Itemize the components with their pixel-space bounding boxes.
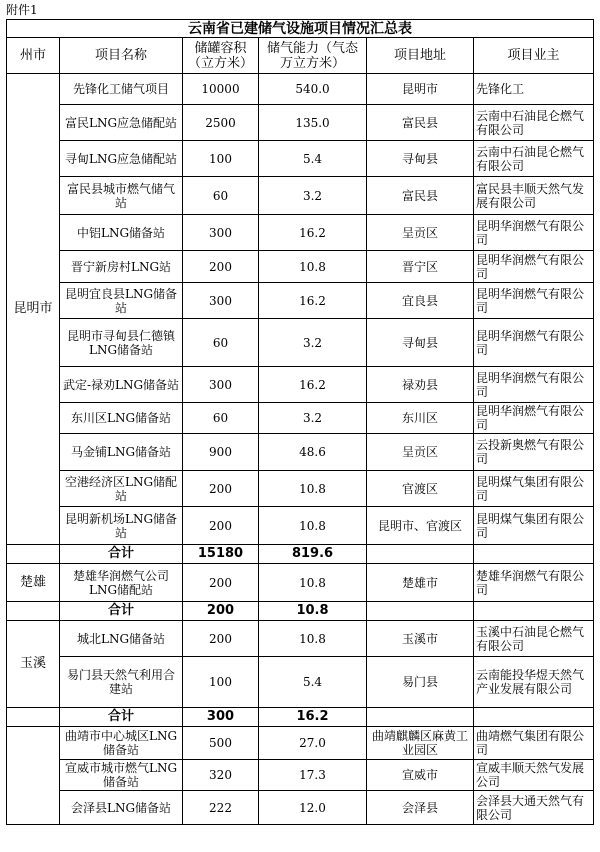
owner-cell: 宣威丰顺天然气发展公司 — [474, 760, 594, 791]
empty-cell — [367, 602, 474, 621]
address-cell: 寻甸县 — [367, 141, 474, 177]
empty-cell — [7, 708, 60, 727]
empty-cell — [7, 602, 60, 621]
empty-cell — [367, 708, 474, 727]
project-name-cell: 武定-禄劝LNG储备站 — [60, 367, 183, 403]
city-cell: 昆明市 — [7, 74, 60, 545]
table-row — [7, 727, 594, 760]
project-name-cell: 曲靖市中心城区LNG储备站 — [60, 727, 183, 760]
address-cell: 昆明市、官渡区 — [367, 507, 474, 545]
empty-cell — [474, 708, 594, 727]
total-label: 合计 — [60, 708, 183, 727]
project-name-cell: 中铝LNG储备站 — [60, 215, 183, 251]
tank-volume-cell: 900 — [183, 434, 259, 471]
tank-volume-cell: 200 — [183, 471, 259, 507]
project-name-cell: 马金铺LNG储备站 — [60, 434, 183, 471]
table-row — [7, 760, 594, 791]
total-capacity: 16.2 — [259, 708, 367, 727]
storage-capacity-cell: 5.4 — [259, 657, 367, 708]
col-header-storage-capacity: 储气能力（气态 万立方米） — [259, 38, 367, 74]
owner-cell: 楚雄华润燃气有限公司 — [474, 564, 594, 602]
address-cell: 昆明市 — [367, 74, 474, 105]
address-cell: 宣威市 — [367, 760, 474, 791]
project-name-cell: 昆明市寻甸县仁德镇LNG储备站 — [60, 319, 183, 367]
tank-volume-cell: 60 — [183, 177, 259, 215]
attachment-label: 附件1 — [6, 3, 38, 17]
project-name-cell: 先锋化工储气项目 — [60, 74, 183, 105]
project-name-cell: 富民LNG应急储配站 — [60, 105, 183, 141]
tank-volume-cell: 222 — [183, 791, 259, 825]
project-name-cell: 空港经济区LNG储配站 — [60, 471, 183, 507]
table-row — [7, 215, 594, 251]
owner-cell: 玉溪中石油昆仑燃气有限公司 — [474, 621, 594, 657]
table-title: 云南省已建储气设施项目情况汇总表 — [7, 20, 594, 38]
storage-capacity-cell: 135.0 — [259, 105, 367, 141]
storage-capacity-cell: 5.4 — [259, 141, 367, 177]
address-cell: 富民县 — [367, 177, 474, 215]
project-name-cell: 易门县天然气利用合建站 — [60, 657, 183, 708]
storage-capacity-cell: 10.8 — [259, 251, 367, 283]
owner-cell: 昆明煤气集团有限公司 — [474, 507, 594, 545]
owner-cell: 会泽县大通天然气有限公司 — [474, 791, 594, 825]
project-name-cell: 昆明宜良县LNG储备站 — [60, 283, 183, 319]
address-cell: 会泽县 — [367, 791, 474, 825]
storage-capacity-cell: 10.8 — [259, 621, 367, 657]
owner-cell: 昆明华润燃气有限公司 — [474, 367, 594, 403]
owner-cell: 昆明华润燃气有限公司 — [474, 251, 594, 283]
table-row — [7, 141, 594, 177]
col-header-tank-volume: 储罐容积（立方米） — [183, 38, 259, 74]
owner-cell: 昆明煤气集团有限公司 — [474, 471, 594, 507]
empty-cell — [7, 545, 60, 564]
project-name-cell: 会泽县LNG储备站 — [60, 791, 183, 825]
tank-volume-cell: 300 — [183, 367, 259, 403]
owner-cell: 昆明华润燃气有限公司 — [474, 403, 594, 434]
total-row — [7, 708, 594, 727]
address-cell: 楚雄市 — [367, 564, 474, 602]
storage-capacity-cell: 16.2 — [259, 283, 367, 319]
storage-capacity-cell: 48.6 — [259, 434, 367, 471]
summary-table — [6, 19, 594, 825]
owner-cell: 云南中石油昆仑燃气有限公司 — [474, 141, 594, 177]
table-row — [7, 657, 594, 708]
table-row — [7, 564, 594, 602]
owner-cell: 曲靖燃气集团有限公司 — [474, 727, 594, 760]
project-name-cell: 寻甸LNG应急储配站 — [60, 141, 183, 177]
total-label: 合计 — [60, 602, 183, 621]
table-row — [7, 621, 594, 657]
city-cell — [7, 727, 60, 825]
total-row — [7, 545, 594, 564]
table-row — [7, 791, 594, 825]
table-row — [7, 74, 594, 105]
owner-cell: 云南能投华煜天然气产业发展有限公司 — [474, 657, 594, 708]
address-cell: 曲靖麒麟区麻黄工业园区 — [367, 727, 474, 760]
col-header-address: 项目地址 — [367, 38, 474, 74]
owner-cell: 云南中石油昆仑燃气有限公司 — [474, 105, 594, 141]
project-name-cell: 东川区LNG储备站 — [60, 403, 183, 434]
address-cell: 官渡区 — [367, 471, 474, 507]
storage-capacity-cell: 10.8 — [259, 564, 367, 602]
address-cell: 宜良县 — [367, 283, 474, 319]
storage-capacity-cell: 10.8 — [259, 507, 367, 545]
table-row — [7, 283, 594, 319]
address-cell: 呈贡区 — [367, 215, 474, 251]
owner-cell: 昆明华润燃气有限公司 — [474, 283, 594, 319]
storage-capacity-cell: 3.2 — [259, 177, 367, 215]
storage-capacity-cell: 12.0 — [259, 791, 367, 825]
tank-volume-cell: 300 — [183, 283, 259, 319]
owner-cell: 先锋化工 — [474, 74, 594, 105]
address-cell: 玉溪市 — [367, 621, 474, 657]
table-row — [7, 251, 594, 283]
address-cell: 东川区 — [367, 403, 474, 434]
city-cell: 玉溪 — [7, 621, 60, 708]
empty-cell — [367, 545, 474, 564]
tank-volume-cell: 100 — [183, 657, 259, 708]
project-name-cell: 城北LNG储备站 — [60, 621, 183, 657]
total-volume: 200 — [183, 602, 259, 621]
empty-cell — [474, 545, 594, 564]
table-row — [7, 177, 594, 215]
total-row — [7, 602, 594, 621]
storage-capacity-cell: 3.2 — [259, 403, 367, 434]
storage-capacity-cell: 17.3 — [259, 760, 367, 791]
address-cell: 易门县 — [367, 657, 474, 708]
total-label: 合计 — [60, 545, 183, 564]
storage-capacity-cell: 10.8 — [259, 471, 367, 507]
owner-cell: 云投新奥燃气有限公司 — [474, 434, 594, 471]
total-volume: 15180 — [183, 545, 259, 564]
table-row — [7, 471, 594, 507]
storage-capacity-cell: 16.2 — [259, 367, 367, 403]
table-row — [7, 434, 594, 471]
project-name-cell: 宣威市城市燃气LNG储备站 — [60, 760, 183, 791]
tank-volume-cell: 10000 — [183, 74, 259, 105]
owner-cell: 昆明华润燃气有限公司 — [474, 215, 594, 251]
col-header-city: 州市 — [7, 38, 60, 74]
table-row — [7, 403, 594, 434]
tank-volume-cell: 300 — [183, 215, 259, 251]
tank-volume-cell: 60 — [183, 403, 259, 434]
table-row — [7, 105, 594, 141]
tank-volume-cell: 200 — [183, 507, 259, 545]
owner-cell: 昆明华润燃气有限公司 — [474, 319, 594, 367]
tank-volume-cell: 200 — [183, 621, 259, 657]
storage-capacity-cell: 16.2 — [259, 215, 367, 251]
tank-volume-cell: 500 — [183, 727, 259, 760]
tank-volume-cell: 2500 — [183, 105, 259, 141]
table-body — [7, 74, 594, 825]
project-name-cell: 晋宁新房村LNG站 — [60, 251, 183, 283]
total-volume: 300 — [183, 708, 259, 727]
project-name-cell: 昆明新机场LNG储备站 — [60, 507, 183, 545]
total-capacity: 10.8 — [259, 602, 367, 621]
col-header-owner: 项目业主 — [474, 38, 594, 74]
empty-cell — [474, 602, 594, 621]
table-row — [7, 319, 594, 367]
tank-volume-cell: 100 — [183, 141, 259, 177]
storage-capacity-cell: 27.0 — [259, 727, 367, 760]
address-cell: 禄劝县 — [367, 367, 474, 403]
project-name-cell: 富民县城市燃气储气站 — [60, 177, 183, 215]
owner-cell: 富民县丰顺天然气发展有限公司 — [474, 177, 594, 215]
header-row — [7, 38, 594, 74]
address-cell: 呈贡区 — [367, 434, 474, 471]
tank-volume-cell: 60 — [183, 319, 259, 367]
table-row — [7, 507, 594, 545]
tank-volume-cell: 320 — [183, 760, 259, 791]
address-cell: 晋宁区 — [367, 251, 474, 283]
col-header-project-name: 项目名称 — [60, 38, 183, 74]
storage-capacity-cell: 3.2 — [259, 319, 367, 367]
project-name-cell: 楚雄华润燃气公司LNG储配站 — [60, 564, 183, 602]
tank-volume-cell: 200 — [183, 564, 259, 602]
address-cell: 富民县 — [367, 105, 474, 141]
tank-volume-cell: 200 — [183, 251, 259, 283]
storage-capacity-cell: 540.0 — [259, 74, 367, 105]
address-cell: 寻甸县 — [367, 319, 474, 367]
table-row — [7, 367, 594, 403]
city-cell: 楚雄 — [7, 564, 60, 602]
total-capacity: 819.6 — [259, 545, 367, 564]
